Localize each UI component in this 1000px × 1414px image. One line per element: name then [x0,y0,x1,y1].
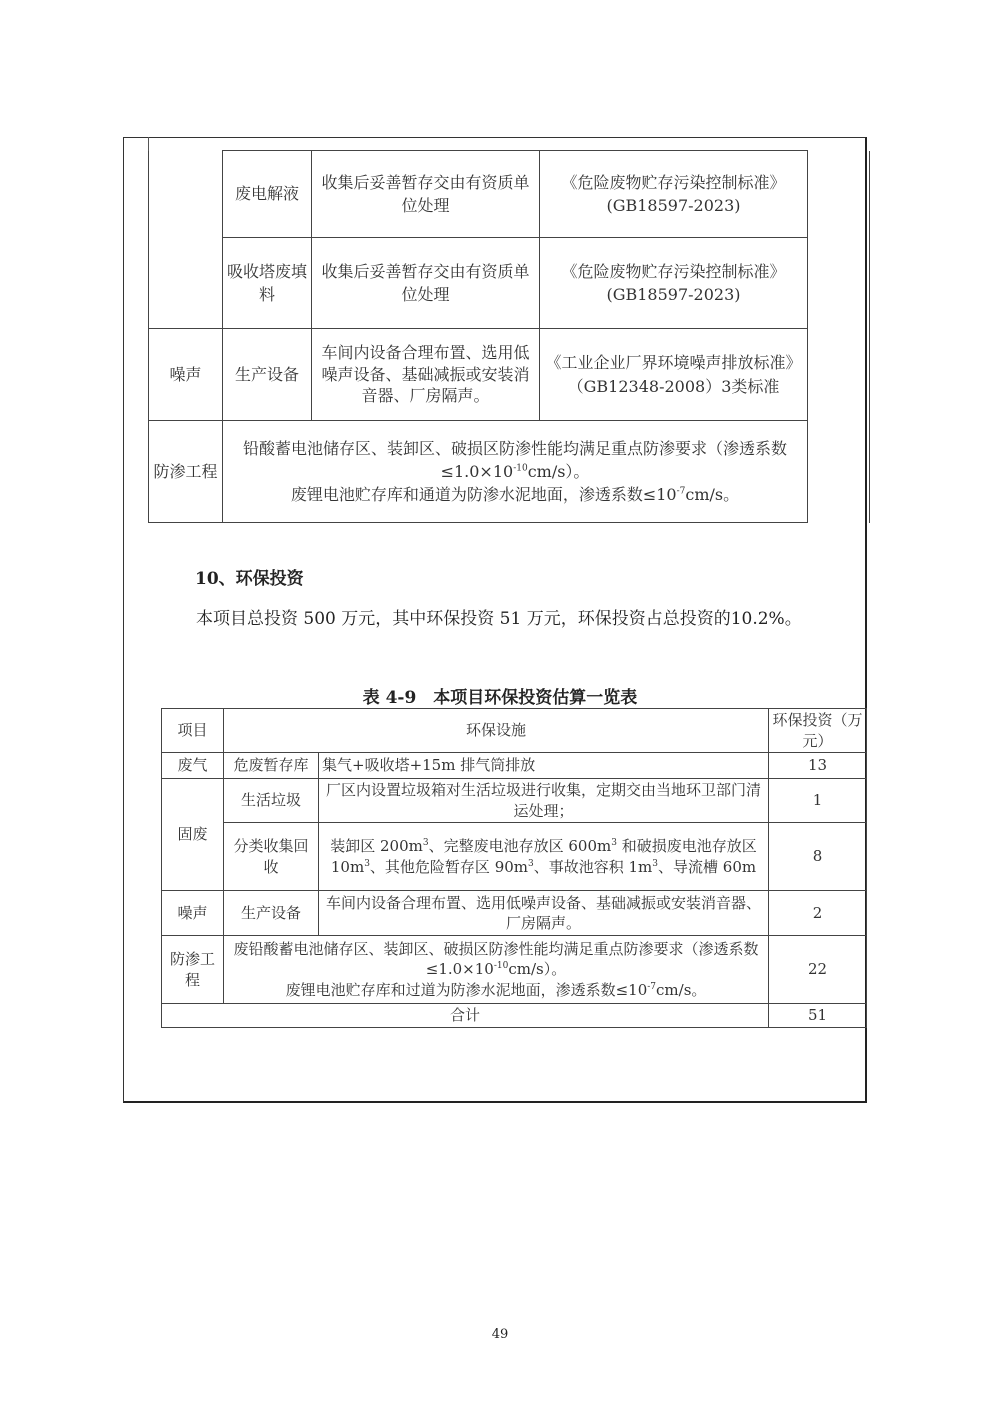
seepage-line-2: 废锂电池贮存库和通道为防渗水泥地面，渗透系数$\le 10^{-7}cm/s$。 [290,485,740,505]
seepage-cell [223,421,808,523]
table-row [162,823,867,891]
category-cell: 固废 [162,779,224,891]
table-row [162,936,867,1004]
investment-paragraph: 本项目总投资 500 万元，其中环保投资 51 万元，环保投资占总投资的10.2%。 [196,609,802,629]
standard-cell: 《工业企业厂界环境噪声排放标准》（GB12348-2008）3类标准 [540,329,808,421]
sub-cell: 生活垃圾 [224,779,319,823]
page-number: 49 [491,1327,509,1342]
category-cell: 噪声 [149,329,223,421]
item-cell: 生产设备 [223,329,312,421]
header-investment: 环保投资（万元） [769,709,867,753]
category-cell [149,151,223,329]
sub-cell: 生产设备 [224,891,319,936]
header-facility: 环保设施 [224,709,769,753]
measure-cell: 车间内设备合理布置、选用低噪声设备、基础减振或安装消音器、厂房隔声。 [312,329,540,421]
total-value: 51 [769,1004,867,1028]
category-cell: 废气 [162,753,224,779]
seepage-line-1: 废铅酸蓄电池储存区、装卸区、破损区防渗性能均满足重点防渗要求（渗透系数$\le 1.0\times 10^{-10}cm/s$）。 [233,940,759,979]
value-cell: 13 [769,753,867,779]
item-cell: 吸收塔废填料 [223,238,312,329]
seepage-cell [224,936,769,1004]
table-row [162,753,867,779]
sub-cell: 分类收集回收 [224,823,319,891]
value-cell: 8 [769,823,867,891]
category-cell: 防渗工程 [162,936,224,1004]
facility-cell: 车间内设备合理布置、选用低噪声设备、基础减振或安装消音器、厂房隔声。 [319,891,769,936]
table-header-row [162,709,867,753]
table-row [149,151,870,238]
table-row [149,329,870,421]
blank-cell [808,151,870,523]
value-cell: 22 [769,936,867,1004]
measure-cell: 收集后妥善暂存交由有资质单位处理 [312,151,540,238]
facility-cell: 集气+吸收塔+15m 排气筒排放 [319,753,769,779]
standard-cell: 《危险废物贮存污染控制标准》(GB18597-2023) [540,151,808,238]
header-item: 项目 [162,709,224,753]
sub-cell: 危废暂存库 [224,753,319,779]
item-cell: 废电解液 [223,151,312,238]
category-cell: 噪声 [162,891,224,936]
facility-cell: 厂区内设置垃圾箱对生活垃圾进行收集，定期交由当地环卫部门清运处理； [319,779,769,823]
value-cell: 1 [769,779,867,823]
value-cell: 2 [769,891,867,936]
seepage-line-1: 铅酸蓄电池储存区、装卸区、破损区防渗性能均满足重点防渗要求（渗透系数$\le 1.0\times 10^{-10}cm/s$）。 [242,438,787,481]
table-row [162,891,867,936]
total-label: 合计 [162,1004,769,1028]
measures-table [148,150,870,523]
table-total-row [162,1004,867,1028]
section-title: 10、环保投资 [195,569,304,589]
measure-cell: 收集后妥善暂存交由有资质单位处理 [312,238,540,329]
investment-table [161,708,867,1028]
standard-cell: 《危险废物贮存污染控制标准》(GB18597-2023) [540,238,808,329]
category-cell: 防渗工程 [149,421,223,523]
facility-cell: 装卸区 $200m^3$、完整废电池存放区 $600m^3$ 和破损废电池存放区 $10m^3$、其他危险暂存区 $90m^3$、事故池容积 $1m^3$、导流槽 60m [319,823,769,891]
table-row [162,779,867,823]
seepage-line-2: 废锂电池贮存库和过道为防渗水泥地面，渗透系数$\le 10^{-7}cm/s$。 [285,980,707,999]
table-caption: 表 4-9 本项目环保投资估算一览表 [362,688,638,708]
table-row [149,238,870,329]
table-row [149,421,870,523]
